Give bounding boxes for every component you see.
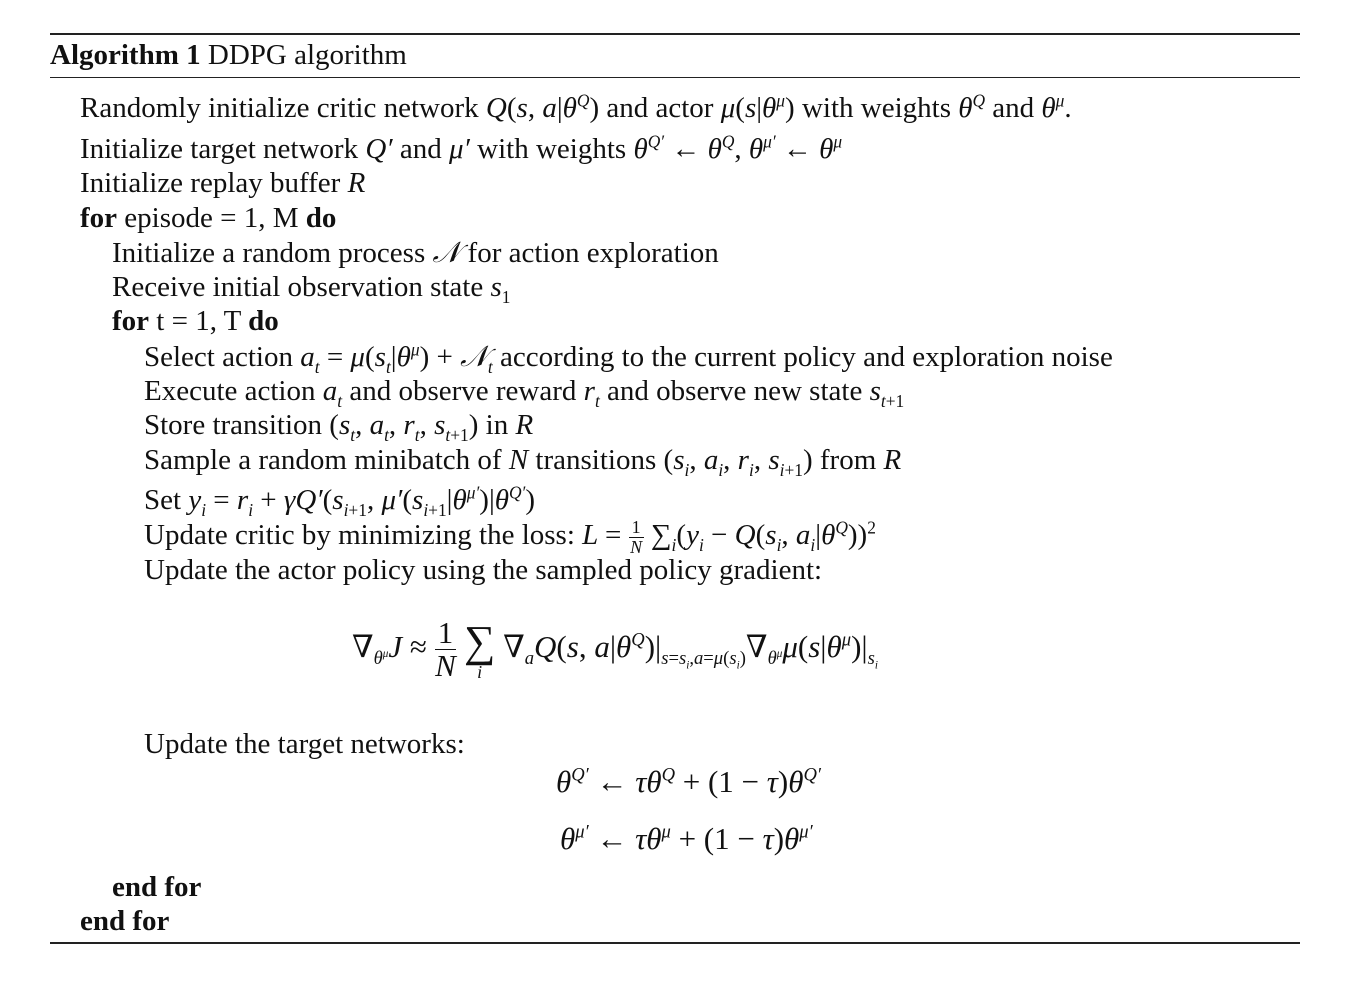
keyword-for-inner: for [112, 305, 150, 337]
text-episode-range: episode = 1, M [124, 202, 299, 234]
text-observe-reward: and observe reward [349, 375, 577, 407]
text-with-weights-2: with weights [477, 133, 627, 165]
line-init-critic-actor: Randomly initialize critic network Q(s, $a|\theta^Q$) and actor $\mu(s|\theta^\mu)$ with weights $\theta^Q$ and $\theta^\mu$. [80, 90, 1072, 124]
math-n: N [508, 444, 529, 476]
algorithm-title: DDPG algorithm [207, 39, 407, 71]
line-update-targets [144, 727, 465, 761]
text-in: in [485, 409, 509, 441]
text-init-process: Initialize a random process [112, 237, 426, 269]
keyword-do: do [305, 202, 337, 234]
header-rule [50, 77, 1300, 78]
math-target-assign: $\theta^{Q'}$ ← $\theta^Q$, $\theta^{\mu'}$ ← $\theta^\mu$ [633, 131, 843, 165]
text-for-exploration: for action exploration [467, 237, 719, 269]
line-execute-action [144, 374, 905, 411]
bottom-rule [50, 942, 1300, 944]
text-init-target: Initialize target network [80, 133, 359, 165]
math-minibatch: ($s_i$, $a_i$, $r_i$, $s_{i+1}$) [663, 444, 813, 480]
line-set-target [144, 482, 536, 520]
line-end-for-inner [112, 870, 201, 904]
line-init-buffer [80, 166, 365, 200]
text-observe-state: and observe new state [607, 375, 863, 407]
text-select-action: Select action [144, 341, 293, 373]
text-execute-action: Execute action [144, 375, 316, 407]
text-and-2: and [399, 133, 442, 165]
math-critic: Q [485, 92, 507, 124]
text-transitions: transitions [535, 444, 657, 476]
math-actor: μ [720, 92, 736, 124]
top-rule [50, 33, 1300, 35]
text-with-weights: with weights [801, 92, 951, 124]
math-theta-q: $\theta^Q$ [958, 90, 986, 124]
math-action-select: $a_t = \mu(s_t|\theta^\mu)$ + 𝒩$_t$ [300, 339, 493, 377]
text-init-critic: Randomly initialize critic network [80, 92, 479, 124]
math-st1: $s_{t+1}$ [869, 375, 905, 411]
text-init-buffer: Initialize replay buffer [80, 167, 341, 199]
math-r-2: R [515, 409, 534, 441]
text-and-actor: and actor [606, 92, 714, 124]
math-loss: L = $\frac{1}{N}$ $\sum_i(y_i - Q(s_i$, $a_i|\theta^Q))^2$ [582, 517, 876, 557]
text-t-range: t = 1, T [156, 305, 241, 337]
keyword-end-for-inner: end for [112, 871, 202, 903]
line-init-target [80, 132, 842, 166]
equation-soft-update-mu: $\theta^{\mu'}$ ← $\tau\theta^\mu + (1 - \tau)\theta^{\mu'}$ [560, 821, 813, 856]
math-r: R [347, 167, 366, 199]
text-store-transition: Store transition [144, 409, 323, 441]
text-according-policy: according to the current policy and exploration noise [500, 341, 1113, 373]
math-q-prime: Q′ [365, 133, 393, 165]
text-set: Set [144, 484, 182, 516]
math-r-3: R [883, 444, 902, 476]
math-s1: $s_1$ [490, 271, 511, 307]
math-mu-prime: μ′ [449, 133, 470, 165]
line-update-actor [144, 553, 822, 587]
line-receive-state [112, 270, 511, 307]
keyword-end-for-outer: end for [80, 905, 170, 937]
line-select-action [144, 339, 1113, 377]
text-update-targets: Update the target networks: [144, 728, 465, 760]
line-for-t [112, 304, 279, 338]
math-theta-mu: $\theta^\mu$ [1041, 90, 1065, 124]
math-at: $a_t$ [322, 375, 343, 411]
keyword-for: for [80, 202, 118, 234]
equation-soft-update-q: $\theta^{Q'}$ ← $\tau\theta^Q + (1 - \tau)\theta^{Q'}$ [556, 764, 821, 799]
algorithm-header [50, 38, 407, 72]
line-end-for-outer [80, 904, 169, 938]
text-receive-state: Receive initial observation state [112, 271, 484, 303]
line-update-critic [144, 518, 876, 557]
text-and: and [992, 92, 1035, 124]
keyword-do-inner: do [248, 305, 279, 337]
equation-policy-gradient: $\nabla_{\theta^\mu}J$ ≈ $\frac{1}{N}$ ∑ i $\nabla_aQ(s$, $a|\theta^Q)|_{s=s_i,a=\mu(s_i)}\nabla_{\theta^\mu}\mu(s|\theta^\mu)|_{s_i}$ [352, 614, 878, 684]
math-target-y: $y_i = r_i + \gamma Q'(s_{i+1}$, $\mu'(s_{i+1}|\theta^{\mu'})|\theta^{Q'}$) [188, 482, 536, 520]
math-rt: $r_t$ [583, 375, 600, 411]
text-update-critic: Update critic by minimizing the loss: [144, 519, 575, 552]
text-update-actor: Update the actor policy using the sampled policy gradient: [144, 554, 823, 586]
line-sample-minibatch [144, 443, 902, 480]
fraction-one-over-n: $\frac{1}{N}$ [435, 614, 456, 684]
sum-over-i: ∑ i [463, 616, 496, 682]
line-for-episode [80, 201, 336, 235]
line-store-transition [144, 408, 534, 445]
algorithm-label: Algorithm 1 [50, 39, 201, 71]
math-noise-process: 𝒩 [432, 235, 461, 269]
text-sample-minibatch: Sample a random minibatch of [144, 444, 502, 476]
math-transition: ($s_t$, $a_t$, $r_t$, $s_{t+1}$) [329, 409, 479, 445]
line-init-process [112, 235, 719, 270]
text-from: from [819, 444, 877, 476]
